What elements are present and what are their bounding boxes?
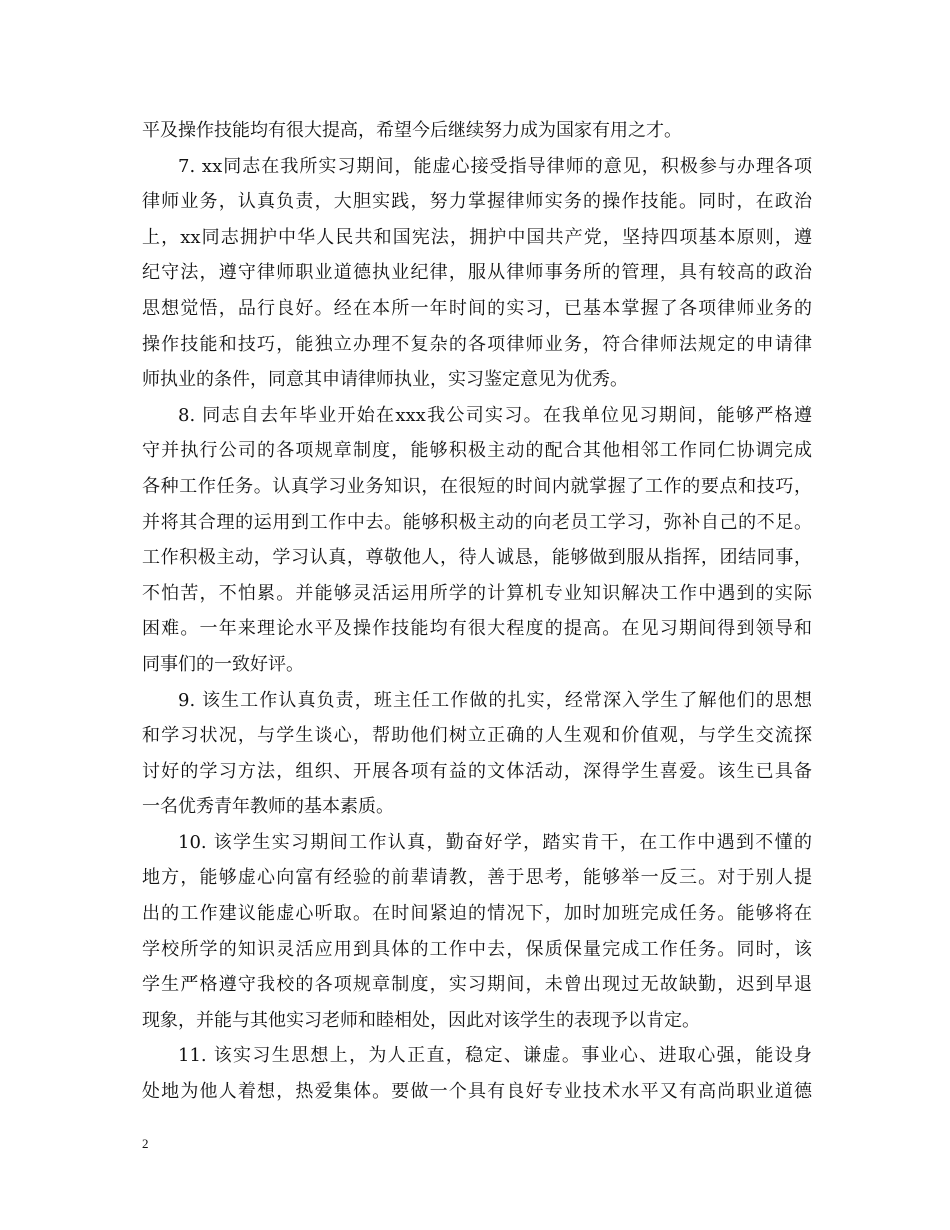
paragraph-8-start: 8. 同志自去年毕业开始在xxx我公司实习。在我单位见习期间，能够严格遵 [178,404,812,426]
text-line: 各种工作任务。认真学习业务知识，在很短的时间内就掌握了工作的要点和技巧， [142,475,812,497]
text-line: 地方，能够虚心向富有经验的前辈请教，善于思考，能够举一反三。对于别人提 [142,867,812,889]
page-number: 2 [142,1136,149,1151]
paragraph-11-start: 11. 该实习生思想上，为人正直，稳定、谦虚。事业心、进取心强，能设身 [178,1045,812,1067]
text-line: 学校所学的知识灵活应用到具体的工作中去，保质保量完成工作任务。同时，该 [142,938,812,960]
text-line: 现象，并能与其他实习老师和睦相处，因此对该学生的表现予以肯定。 [142,1009,700,1031]
text-line: 学生严格遵守我校的各项规章制度，实习期间，未曾出现过无故缺勤，迟到早退 [142,974,812,996]
text-line: 处地为他人着想，热爱集体。要做一个具有良好专业技术水平又有高尚职业道德 [142,1081,812,1103]
text-line: 平及操作技能均有很大提高，希望今后继续努力成为国家有用之才。 [142,120,682,141]
text-line: 并将其合理的运用到工作中去。能够积极主动的向老员工学习，弥补自己的不足。 [142,511,812,533]
text-line: 同事们的一致好评。 [142,653,304,675]
text-line: 律师业务，认真负责，大胆实践，努力掌握律师实务的操作技能。同时，在政治 [142,191,812,213]
text-line: 困难。一年来理论水平及操作技能均有很大程度的提高。在见习期间得到领导和 [142,618,812,640]
text-line: 讨好的学习方法，组织、开展各项有益的文体活动，深得学生喜爱。该生已具备 [142,760,812,782]
text-line: 守并执行公司的各项规章制度，能够积极主动的配合其他相邻工作同仁协调完成 [142,440,812,462]
text-line: 和学习状况，与学生谈心，帮助他们树立正确的人生观和价值观，与学生交流探 [142,725,812,747]
paragraph-10-start: 10. 该学生实习期间工作认真，勤奋好学，踏实肯干，在工作中遇到不懂的 [178,831,812,853]
text-line: 师执业的条件，同意其申请律师执业，实习鉴定意见为优秀。 [142,369,628,391]
text-line: 不怕苦，不怕累。并能够灵活运用所学的计算机专业知识解决工作中遇到的实际 [142,582,812,604]
text-line: 上，xx同志拥护中华人民共和国宪法，拥护中国共产党，坚持四项基本原则，遵 [142,226,812,248]
text-line: 出的工作建议能虚心听取。在时间紧迫的情况下，加时加班完成任务。能够将在 [142,903,812,925]
body-text [142,113,812,1110]
text-line: 操作技能和技巧，能独立办理不复杂的各项律师业务，符合律师法规定的申请律 [142,333,812,355]
text-line: 一名优秀青年教师的基本素质。 [142,796,394,818]
text-line: 工作积极主动，学习认真，尊敬他人，待人诚恳，能够做到服从指挥，团结同事， [142,547,812,569]
text-line: 思想觉悟，品行良好。经在本所一年时间的实习，已基本掌握了各项律师业务的 [142,297,812,319]
paragraph-7-start: 7. xx同志在我所实习期间，能虚心接受指导律师的意见，积极参与办理各项 [178,155,812,177]
paragraph-9-start: 9. 该生工作认真负责，班主任工作做的扎实，经常深入学生了解他们的思想 [178,689,812,711]
text-line: 纪守法，遵守律师职业道德执业纪律，服从律师事务所的管理，具有较高的政治 [142,262,812,284]
